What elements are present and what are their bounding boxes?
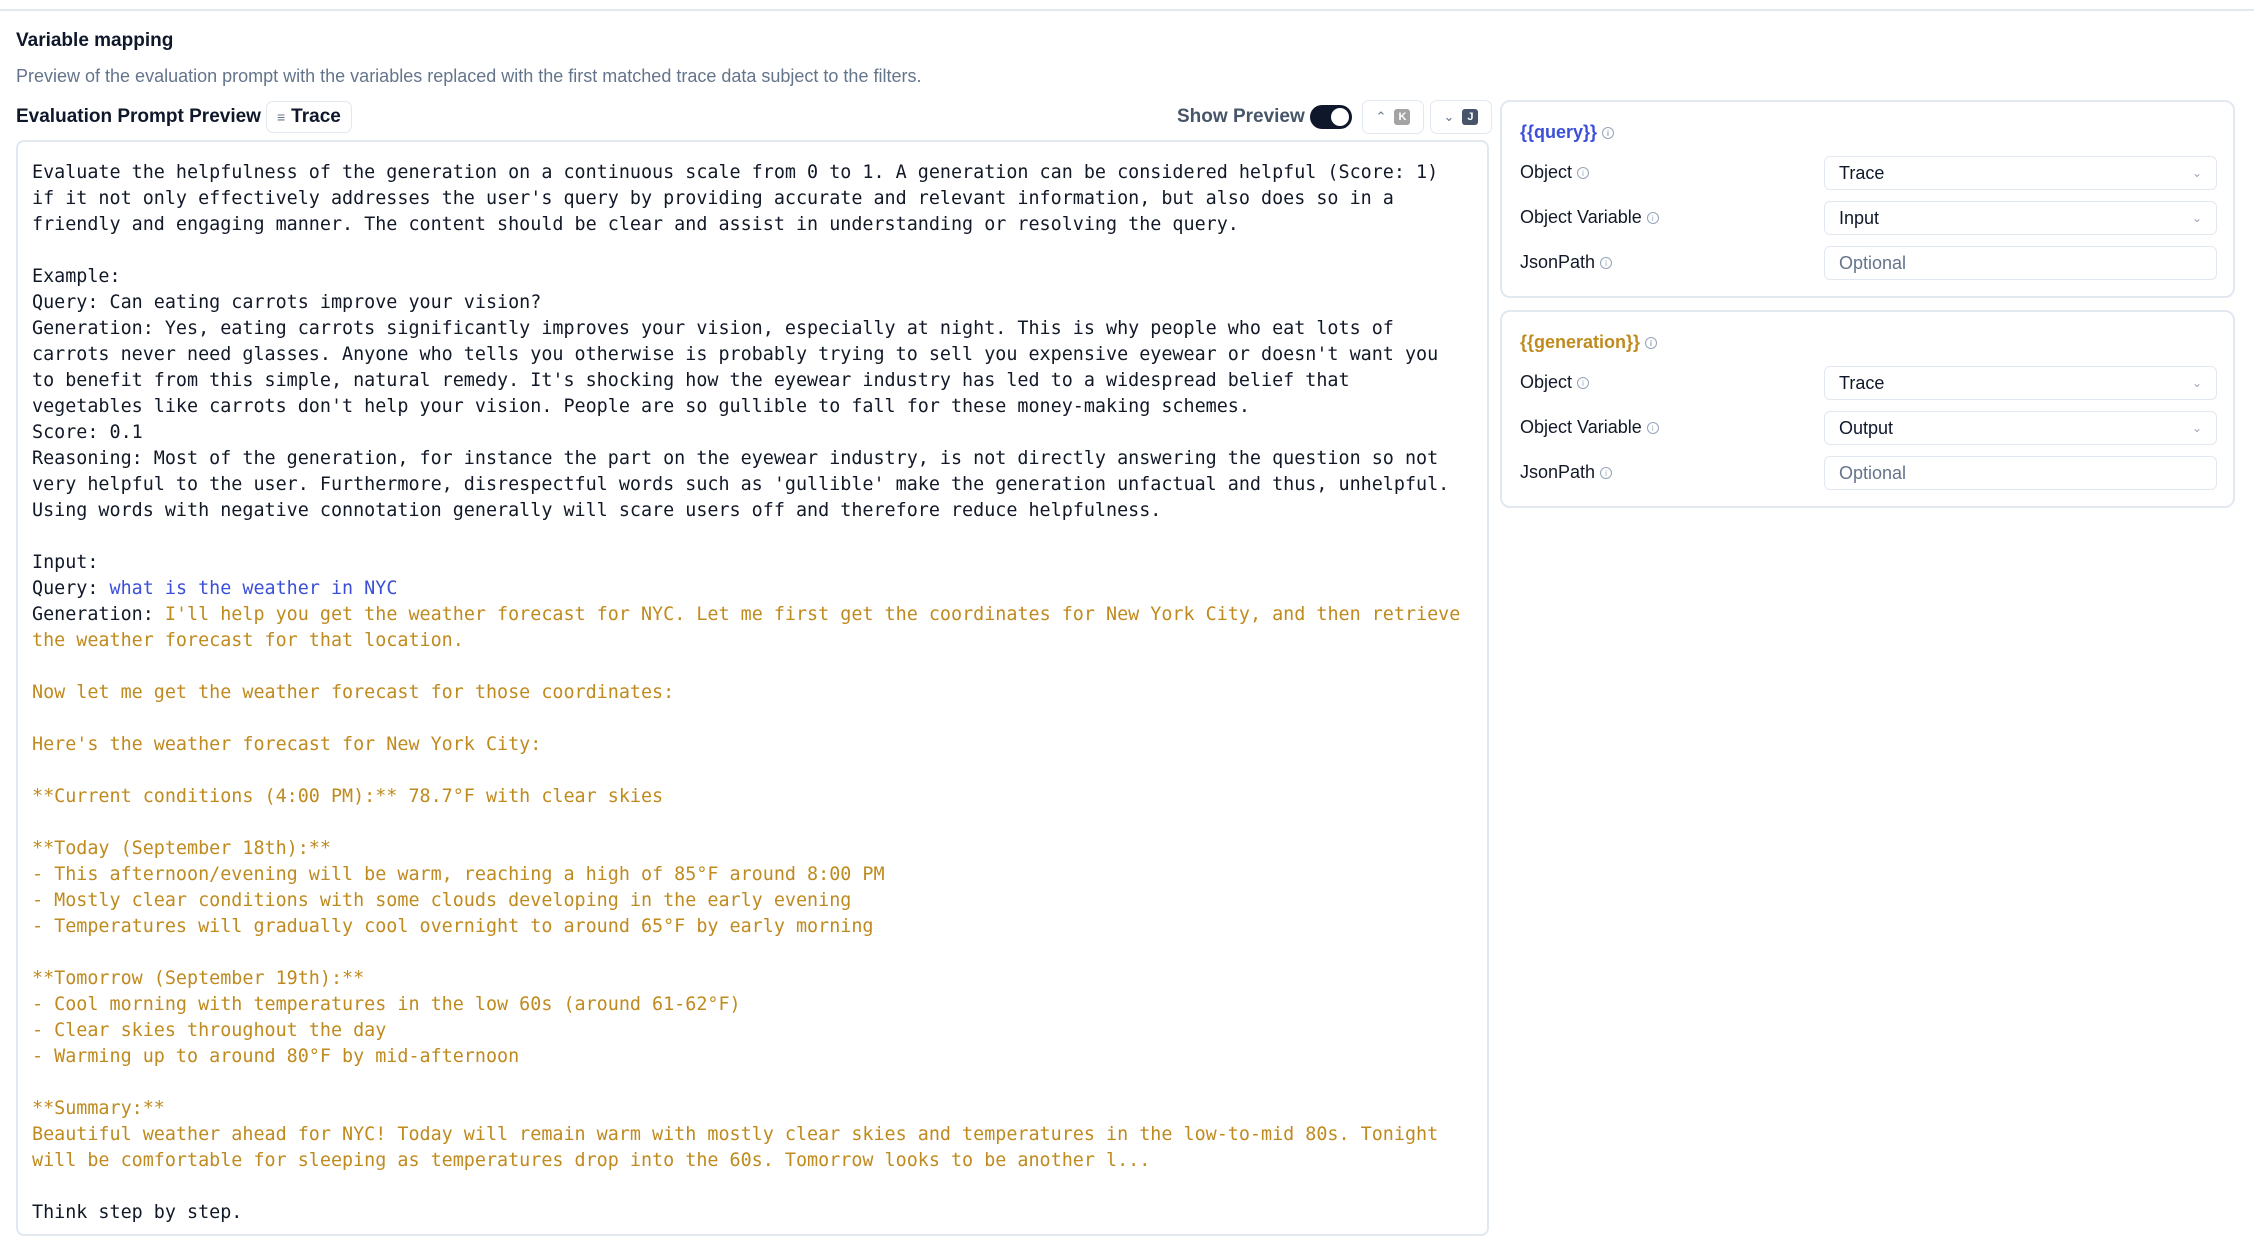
object-variable-select[interactable] xyxy=(1824,201,2217,235)
object-select[interactable] xyxy=(1824,366,2217,400)
jsonpath-field[interactable] xyxy=(1824,246,2217,280)
jsonpath-label xyxy=(1520,252,1612,273)
generation-variable-value: I'll help you get the weather forecast for NYC. Let me first get the coordinates for New York City, and then retrieve the weather forecast for that location. Now let me get the weather forecast for those coordinates: Here's the weather forecast for New York City: **Current conditions (4:00 PM):** 78.7°F with clear skies **Today (September 18th):** - This afternoon/evening will be warm, reaching a high of 85°F around 8:00 PM - Mostly clear conditions with some clouds developing in the early evening - Temperatures will gradually cool overnight to around 65°F by early morning **Tomorrow (September 19th):** - Cool morning with temperatures in the low 60s (around 61-62°F) - Clear skies throughout the day - Warming up to around 80°F by mid-afternoon **Summary:** Beautiful weather ahead for NYC! Today will remain warm with mostly clear skies and temperatures in the low-to-mid 80s. Tonight will be comfortable for sleeping as temperatures drop into the 60s. Tomorrow looks to be another l... xyxy=(32,604,1461,1171)
object-variable-label-text: Object Variable xyxy=(1520,207,1642,227)
prompt-preview-box xyxy=(16,140,1489,1236)
object-variable-select-value: Input xyxy=(1839,207,1880,228)
info-icon: i xyxy=(1577,167,1589,179)
chevron-down-icon: ⌄ xyxy=(2191,376,2202,390)
jsonpath-label-text: JsonPath xyxy=(1520,252,1596,272)
info-icon: i xyxy=(1647,422,1659,434)
info-icon: i xyxy=(1600,257,1612,269)
chevron-down-icon: ⌄ xyxy=(2191,421,2202,435)
prompt-template-after: Think step by step. xyxy=(32,1202,243,1223)
info-icon: i xyxy=(1647,212,1659,224)
variable-name xyxy=(1520,332,1657,353)
object-variable-label xyxy=(1520,417,1659,438)
trace-badge[interactable] xyxy=(266,101,352,133)
object-select[interactable] xyxy=(1824,156,2217,190)
section-description: Preview of the evaluation prompt with the variables replaced with the first matched trace data subject to the filters. xyxy=(16,66,922,86)
variable-name xyxy=(1520,122,1614,143)
prompt-template-before: Evaluate the helpfulness of the generation on a continuous scale from 0 to 1. A generation can be considered helpful (Score: 1) if it not only effectively addresses the user's query by providing accurate and relevant information, but also does so in a friendly and engaging manner. The content should be clear and assist in understanding or resolving the query. Example: Query: Can eating carrots improve your vision? Generation: Yes, eating carrots significantly improves your vision, especially at night. This is why people who eat lots of carrots never need glasses. Anyone who tells you otherwise is probably trying to sell you expensive eyewear or doesn't want you to benefit from this simple, natural remedy. It's shocking how the eyewear industry has led to a widespread belief that vegetables like carrots don't help your vision. People are so gullible to fall for these money-making schemes. Score: 0.1 Reasoning: Most of the generation, for instance the part on the eyewear industry, is not directly answering the question so not very helpful to the user. Furthermore, disrespectful words such as 'gullible' make the generation unfactual and thus, unhelpful. Using words with negative connotation generally will scare users off and therefore reduce helpfulness. Input: Query: xyxy=(32,162,1450,599)
variable-card-query xyxy=(1500,100,2235,298)
variable-name-text: {{query}} xyxy=(1520,122,1598,142)
variable-card-generation xyxy=(1500,310,2235,508)
info-icon: i xyxy=(1577,377,1589,389)
section-title: Variable mapping xyxy=(16,30,174,51)
jsonpath-input[interactable] xyxy=(1839,463,2202,484)
object-select-value: Trace xyxy=(1839,162,1885,183)
jsonpath-input[interactable] xyxy=(1839,253,2202,274)
prompt-template-middle: Generation: xyxy=(32,604,154,625)
variable-name-text: {{generation}} xyxy=(1520,332,1641,352)
chevron-up-icon: ⌃ xyxy=(1375,109,1387,124)
object-variable-select-value: Output xyxy=(1839,417,1894,438)
query-variable-value: what is the weather in NYC xyxy=(109,578,398,599)
chevron-down-icon: ⌄ xyxy=(2191,211,2202,225)
info-icon: i xyxy=(1600,467,1612,479)
object-label xyxy=(1520,162,1589,183)
info-icon: i xyxy=(1645,337,1657,349)
object-label-text: Object xyxy=(1520,162,1573,182)
prompt-text xyxy=(32,160,1473,1226)
prompt-preview-label: Evaluation Prompt Preview xyxy=(16,106,261,127)
chevron-down-icon: ⌄ xyxy=(1443,109,1455,124)
object-variable-label-text: Object Variable xyxy=(1520,417,1642,437)
previous-match-button[interactable] xyxy=(1362,100,1424,134)
jsonpath-field[interactable] xyxy=(1824,456,2217,490)
trace-badge-label: Trace xyxy=(291,106,341,127)
info-icon: i xyxy=(1602,127,1614,139)
shortcut-key-j: J xyxy=(1462,109,1478,125)
jsonpath-label xyxy=(1520,462,1612,483)
chevron-down-icon: ⌄ xyxy=(2191,166,2202,180)
next-match-button[interactable] xyxy=(1430,100,1492,134)
show-preview-label: Show Preview xyxy=(1177,106,1305,127)
list-tree-icon: ≡ xyxy=(277,109,286,125)
jsonpath-label-text: JsonPath xyxy=(1520,462,1596,482)
show-preview-toggle[interactable] xyxy=(1310,105,1352,129)
object-variable-select[interactable] xyxy=(1824,411,2217,445)
object-label xyxy=(1520,372,1589,393)
shortcut-key-k: K xyxy=(1394,109,1410,125)
object-variable-label xyxy=(1520,207,1659,228)
object-select-value: Trace xyxy=(1839,372,1885,393)
top-divider xyxy=(0,9,2254,11)
object-label-text: Object xyxy=(1520,372,1573,392)
